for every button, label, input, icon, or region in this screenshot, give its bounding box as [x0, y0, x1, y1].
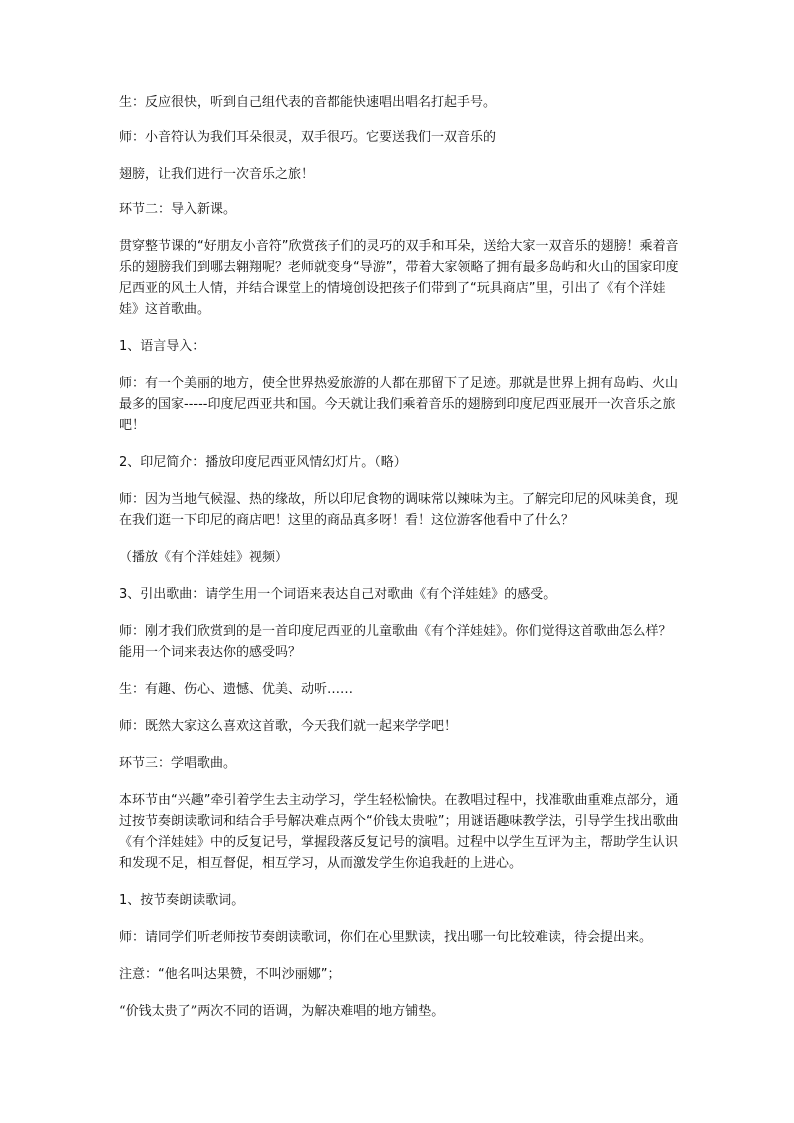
paragraph-7: 师：有一个美丽的地方，使全世界热爱旅游的人都在那留下了足迹。那就是世界上拥有岛屿、火山最多的国家-----印度尼西亚共和国。今天就让我们乘着音乐的翅膀到印度尼西亚展开一次音乐之旅吧！: [119, 376, 679, 433]
section-heading-2: 环节二：导入新课。: [119, 202, 237, 217]
document-page: [119, 92, 679, 1022]
paragraph-14: 师：既然大家这么喜欢这首歌，今天我们就一起来学学吧！: [119, 719, 458, 734]
paragraph-13: 生：有趣、伤心、遗憾、优美、动听……: [119, 682, 354, 697]
subheading-introduce-song: 3、引出歌曲：请学生用一个词语来表达自己对歌曲《有个洋娃娃》的感受。: [119, 587, 557, 602]
section-heading-3: 环节三：学唱歌曲。: [119, 756, 237, 771]
paragraph-16: 本环节由“兴趣”牵引着学生去主动学习，学生轻松愉快。在教唱过程中，找准歌曲重难点部分，通过按节奏朗读歌词和结合手号解决难点两个“价钱太贵啦”；用谜语趣味教学法，引导学生找出歌曲《有个洋娃娃》中的反复记号，掌握段落反复记号的演唱。过程中以学生互评为主，帮助学生认识和发现不足，相互督促，相互学习，从而激发学生你追我赶的上进心。: [119, 793, 679, 871]
paragraph-2: 师：小音符认为我们耳朵很灵，双手很巧。它要送我们一双音乐的: [119, 130, 497, 145]
paragraph-1: 生：反应很快，听到自己组代表的音都能快速唱出唱名打起手号。: [119, 95, 497, 110]
paragraph-18: 师：请同学们听老师按节奏朗读歌词，你们在心里默读，找出哪一句比较难读，待会提出来。: [119, 930, 653, 945]
paragraph-19: 注意：“他名叫达果赞，不叫沙丽娜”；: [119, 967, 341, 982]
paragraph-20: “价钱太贵了”两次不同的语调，为解决难唱的地方铺垫。: [119, 1004, 445, 1019]
subheading-indonesia-intro: 2、印尼简介：播放印度尼西亚风情幻灯片。（略）: [119, 455, 407, 470]
paragraph-3: 翅膀，让我们进行一次音乐之旅！: [119, 167, 315, 182]
paragraph-10: （播放《有个洋娃娃》视频）: [119, 550, 289, 565]
subheading-language-intro: 1、语言导入：: [119, 339, 206, 354]
paragraph-5: 贯穿整节课的“好朋友小音符”欣赏孩子们的灵巧的双手和耳朵，送给大家一双音乐的翅膀！乘着音乐的翅膀我们到哪去翱翔呢？老师就变身“导游”，带着大家领略了拥有最多岛屿和火山的国家印度尼西亚的风土人情，并结合课堂上的情境创设把孩子们带到了“玩具商店”里，引出了《有个洋娃娃》这首歌曲。: [119, 239, 679, 317]
paragraph-9: 师：因为当地气候湿、热的缘故，所以印尼食物的调味常以辣味为主。了解完印尼的风味美食，现在我们逛一下印尼的商店吧！这里的商品真多呀！看！这位游客他看中了什么？: [119, 492, 679, 528]
subheading-read-lyrics: 1、按节奏朗读歌词。: [119, 893, 245, 908]
paragraph-12: 师：刚才我们欣赏到的是一首印度尼西亚的儿童歌曲《有个洋娃娃》。你们觉得这首歌曲怎么样？能用一个词来表达你的感受吗？: [119, 624, 672, 660]
